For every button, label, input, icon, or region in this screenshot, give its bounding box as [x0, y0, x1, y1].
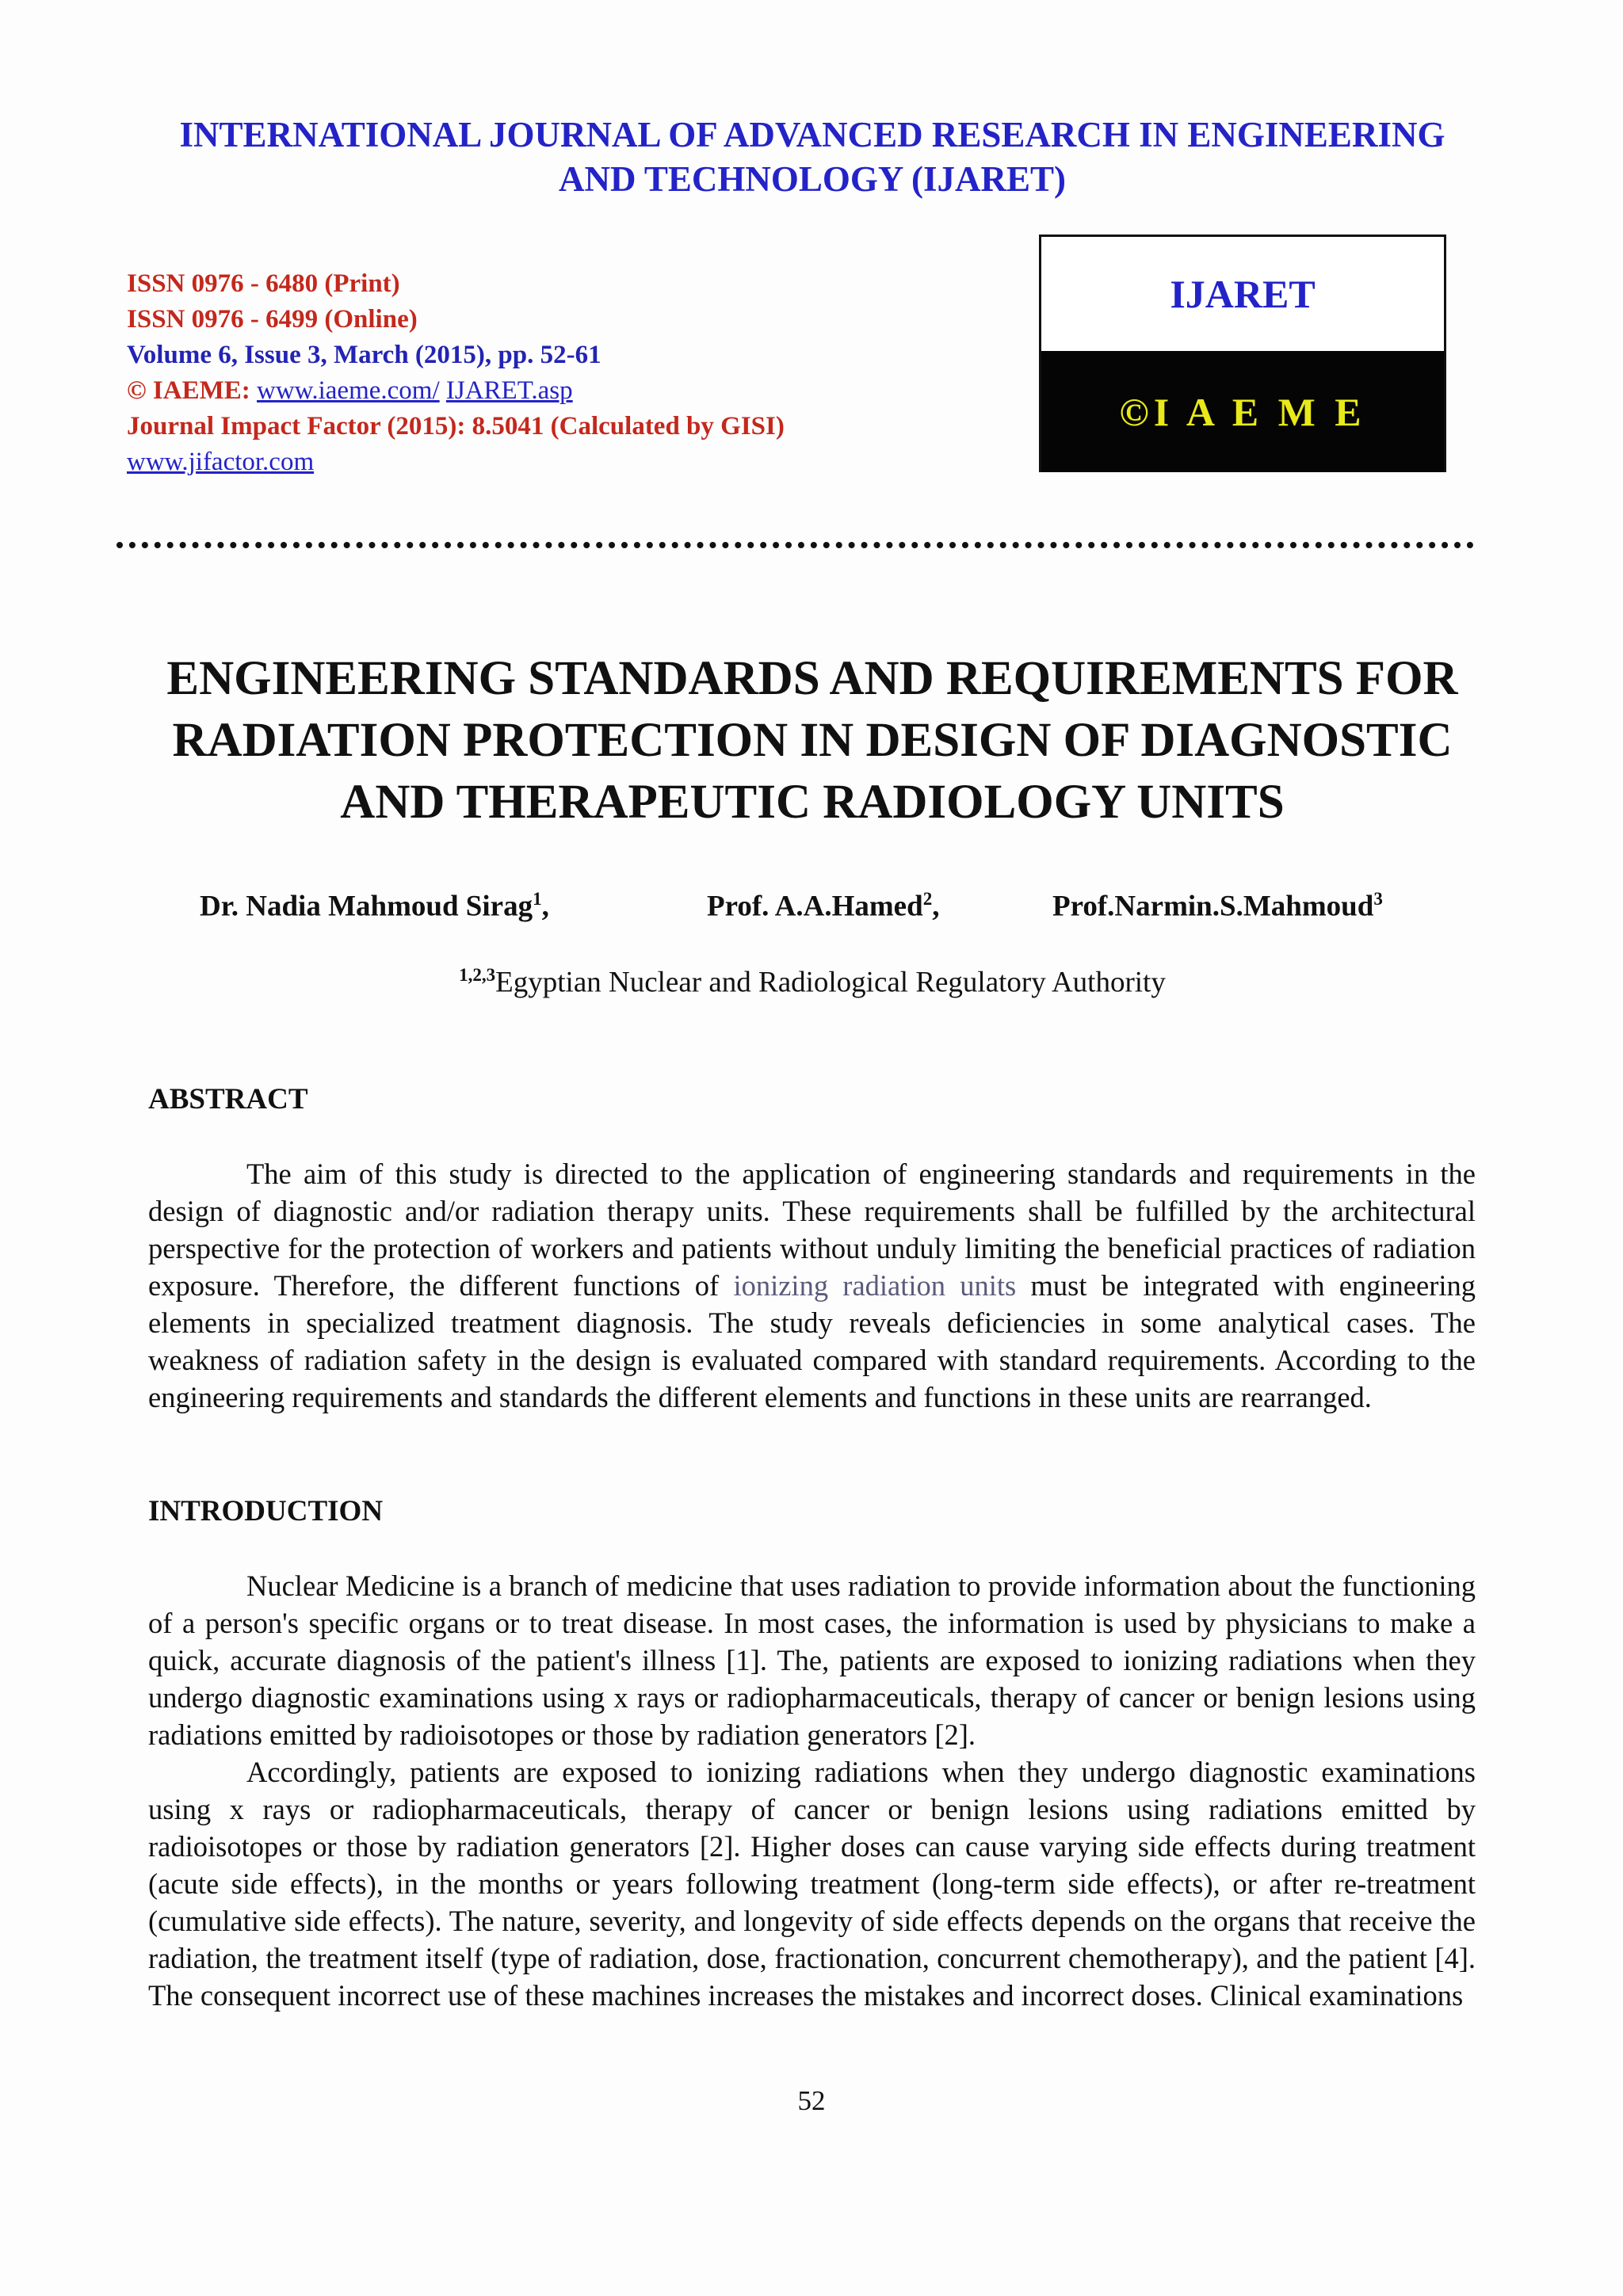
introduction-heading: INTRODUCTION — [148, 1495, 384, 1527]
paper-title-line3: AND THERAPEUTIC RADIOLOGY UNITS — [340, 776, 1285, 829]
journal-title-line2: AND TECHNOLOGY (IJARET) — [558, 159, 1067, 199]
author-1 — [200, 889, 549, 923]
introduction-body — [148, 1567, 1476, 2014]
introduction-paragraph-1: Nuclear Medicine is a branch of medicine that uses radiation to provide information about the functioning of a person's specific organs or to treat disease. In most cases, the information is used by physicians to make a quick, accurate diagnosis of the patient's illness [1]. The, patients are exposed to ionizing radiations when they undergo diagnostic examinations using x rays or radiopharmaceuticals, therapy of cancer or benign lesions using radiations emitted by radioisotopes or those by radiation generators [2]. — [148, 1569, 1476, 1751]
iaeme-label: © IAEME: — [127, 376, 250, 405]
author-name: Prof. A.A.Hamed — [707, 890, 923, 923]
logo-ijaret-text: IJARET — [1170, 272, 1316, 316]
author-separator: , — [541, 890, 549, 923]
author-affiliation-sup: 1 — [533, 889, 542, 909]
author-name: Prof.Narmin.S.Mahmoud — [1052, 890, 1374, 923]
journal-title — [119, 113, 1506, 201]
affiliation-sup: 1,2,3 — [459, 965, 496, 985]
author-affiliation-sup: 2 — [922, 889, 933, 909]
affiliation-text: Egyptian Nuclear and Radiological Regulatory Authority — [495, 966, 1166, 999]
jifactor-link[interactable]: www.jifactor.com — [127, 448, 315, 476]
author-2 — [707, 889, 939, 923]
page-number: 52 — [797, 2085, 826, 2116]
journal-meta — [127, 266, 1014, 480]
paper-title-line1: ENGINEERING STANDARDS AND REQUIREMENTS FOR — [166, 652, 1458, 705]
issn-online: ISSN 0976 - 6499 (Online) — [127, 305, 418, 334]
abstract-heading: ABSTRACT — [148, 1083, 308, 1116]
paper-title — [119, 648, 1506, 833]
abstract-text-1: The aim of this study is directed to the application of engineering standards and requirements in the design of diagnostic and/or radiation therapy units. These requirements shall be fulfilled by the architectural perspective for the protection of workers and patients without unduly limiting the beneficial practices of radiation exposure. Therefore, the different functions of — [148, 1158, 1476, 1302]
journal-title-line1: INTERNATIONAL JOURNAL OF ADVANCED RESEARCH IN ENGINEERING — [179, 115, 1445, 154]
logo-iaeme-text: ©I A E M E — [1041, 351, 1444, 472]
iaeme-link-1[interactable]: www.iaeme.com/ — [257, 376, 440, 405]
volume-info: Volume 6, Issue 3, March (2015), pp. 52-61 — [127, 341, 601, 369]
impact-factor: Journal Impact Factor (2015): 8.5041 (Calculated by GISI) — [127, 412, 785, 441]
introduction-paragraph-2: Accordingly, patients are exposed to ionizing radiations when they undergo diagnostic examinations using x rays or radiopharmaceuticals, therapy of cancer or benign lesions using radiations emitted by radioisotopes or those by radiation generators [2]. Higher doses can cause varying side effects during treatment (acute side effects), in the months or years following treatment (long-term side effects), or after re-treatment (cumulative side effects). The nature, severity, and longevity of side effects depends on the organs that receive the radiation, the treatment itself (type of radiation, dose, fractionation, concurrent chemotherapy), and the patient [4]. The consequent incorrect use of these machines increases the mistakes and incorrect doses. Clinical examinations — [148, 1756, 1476, 2012]
abstract-text-2: must be integrated with engineering elements in specialized treatment diagnosis. The study reveals deficiencies in some analytical cases. The weakness of radiation safety in the design is evaluated compared with standard requirements. According to the engineering requirements and standards the different elements and functions in these units are rearranged. — [148, 1269, 1476, 1413]
abstract-body — [148, 1155, 1476, 1416]
author-affiliation-sup: 3 — [1373, 889, 1383, 909]
author-3 — [1052, 889, 1383, 923]
dotted-divider — [116, 542, 1474, 548]
issn-print: ISSN 0976 - 6480 (Print) — [127, 269, 400, 298]
author-name: Dr. Nadia Mahmoud Sirag — [200, 890, 533, 923]
paper-title-line2: RADIATION PROTECTION IN DESIGN OF DIAGNOSTIC — [172, 714, 1453, 767]
author-separator: , — [932, 890, 940, 923]
ijaret-logo — [1039, 235, 1446, 472]
abstract-highlight: ionizing radiation units — [733, 1269, 1017, 1302]
iaeme-link-2[interactable]: IJARET.asp — [445, 376, 573, 405]
abstract-paragraph — [148, 1155, 1476, 1416]
affiliation — [119, 965, 1506, 999]
iaeme-line — [127, 373, 1014, 409]
